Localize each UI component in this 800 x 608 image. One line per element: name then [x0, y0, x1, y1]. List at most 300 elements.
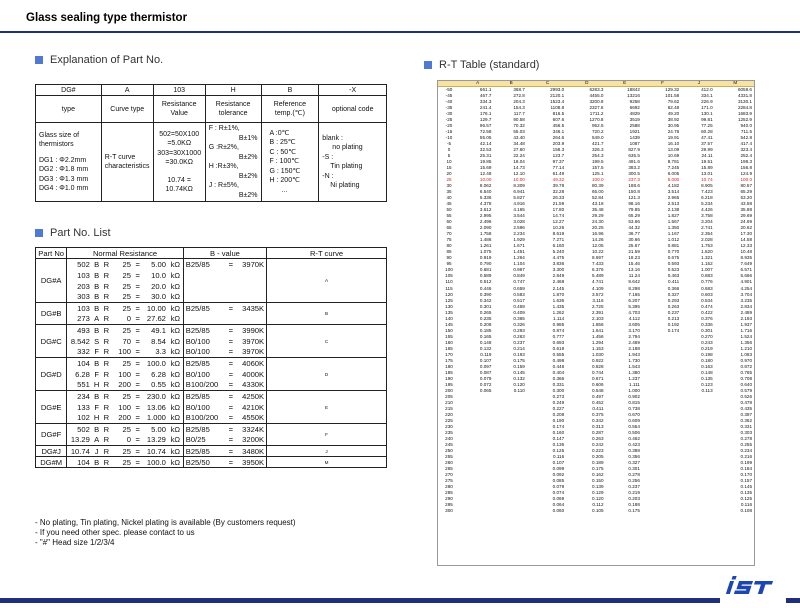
b-value: 4000K: [236, 369, 267, 380]
reference-temp: 100: [118, 347, 131, 357]
part-number-list-table: [35, 247, 387, 468]
rt-value-cell: 0.331: [740, 423, 752, 429]
rt-value-cell: 80.39: [592, 183, 604, 189]
part-code: 8.542: [67, 336, 92, 347]
rt-value-cell: 125.1: [592, 171, 604, 177]
rt-value-cell: 4.916: [513, 201, 525, 207]
rt-value-cell: 0.216: [740, 453, 752, 459]
rt-value-cell: 0.123: [701, 381, 713, 387]
rt-value-cell: 10.22: [592, 249, 604, 255]
rt-value-cell: 3.836: [552, 261, 565, 267]
rt-value-cell: 0.293: [513, 327, 525, 333]
equals-sign: =: [135, 292, 140, 302]
table-row: [36, 358, 387, 369]
rt-value-cell: 0.145: [740, 484, 752, 490]
rt-value-cell: 0.579: [740, 387, 752, 393]
part-code: 551: [67, 380, 92, 391]
rt-value-cell: 0.263: [513, 333, 525, 339]
rt-value-cell: 0.922: [592, 357, 604, 363]
rt-value-cell: 2.965: [667, 195, 680, 201]
resistance-symbol: R: [103, 347, 110, 357]
b-value: 3970K: [236, 336, 267, 347]
rt-value-cell: 1.000: [628, 387, 640, 393]
reference-temp: 25: [115, 325, 133, 336]
rt-temp-cell: 120: [445, 291, 453, 297]
rt-value-cell: 0.160: [552, 429, 565, 435]
rt-value-cell: 4.165: [513, 207, 525, 213]
rt-value-cell: 20.62: [740, 225, 752, 231]
rt-row: [437, 292, 755, 298]
type-values: [36, 123, 102, 202]
rt-value-cell: 0.136: [552, 441, 565, 447]
rt-row: [437, 346, 755, 352]
tolerance-code: B: [92, 259, 102, 270]
tolerance-code: H: [93, 413, 100, 423]
b-value-name: B25/85: [183, 391, 226, 402]
equals-sign: [226, 281, 236, 292]
reference-temp: 100: [118, 369, 131, 379]
tolerance-code: J: [92, 446, 102, 457]
table-row: [36, 259, 387, 270]
part-code: 13.29: [67, 435, 92, 446]
rt-value-cell: 0.270: [701, 333, 713, 339]
rt-value-cell: 0.683: [701, 285, 713, 291]
rt-temp-cell: 95: [446, 261, 452, 267]
rt-value-cell: 0.336: [701, 321, 713, 327]
rt-value-cell: 18.04: [513, 159, 525, 165]
rt-value-cell: 0.693: [552, 339, 565, 345]
rt-value-cell: 19.85: [479, 159, 492, 165]
reference-temp: 25: [115, 303, 133, 314]
rt-value-cell: 0.555: [552, 351, 565, 357]
rt-value-cell: 1.012: [667, 237, 680, 243]
rt-value-cell: 326.3: [592, 147, 604, 153]
equals-sign: =: [135, 270, 140, 280]
b-value-name: B0/100: [185, 369, 210, 379]
resistance-symbol: R: [103, 402, 110, 412]
equals-sign: =: [226, 446, 236, 457]
rt-temp-cell: -20: [445, 123, 453, 129]
description-cell: type: [36, 96, 102, 123]
b-value-name: B25/50: [183, 457, 226, 468]
rt-value-cell: 13.01: [701, 171, 713, 177]
rt-value-cell: 720.2: [592, 129, 604, 135]
rt-value-cell: 1.827: [667, 213, 680, 219]
resistance-unit: kΩ: [168, 446, 183, 457]
rt-value-cell: 30.66: [628, 237, 640, 243]
tolerance-code: B: [94, 292, 100, 302]
rt-value-cell: 1.237: [628, 375, 640, 381]
rt-value-cell: 6283.3: [589, 87, 604, 92]
rt-value-cell: 0.919: [479, 255, 492, 261]
resistance-value: 13.06: [146, 402, 166, 412]
rt-value-cell: 130.1: [701, 111, 713, 117]
rt-value-cell: 0.256: [628, 478, 640, 483]
rt-value-cell: 5.489: [592, 273, 604, 279]
rt-row: [437, 370, 755, 376]
rt-temp-cell: 300: [445, 508, 453, 514]
rt-header-cell: D: [567, 80, 606, 87]
rt-value-cell: 0.506: [628, 429, 640, 435]
rt-value-cell: 96.57: [479, 123, 492, 129]
table-row: [36, 457, 387, 468]
rt-value-cell: 711.5: [740, 129, 752, 135]
rt-temp-cell: 100: [445, 267, 453, 273]
tolerance-b: B±2%: [238, 191, 258, 199]
rt-value-cell: 0.708: [740, 375, 752, 381]
rt-temp-cell: 175: [445, 357, 453, 363]
rt-temp-cell: 165: [445, 345, 453, 351]
rt-value-cell: 150.8: [628, 189, 640, 195]
rt-value-cell: 0.135: [701, 375, 713, 381]
equals-sign: =: [228, 402, 233, 412]
table-row: [36, 391, 387, 402]
header-part-no: Part No: [36, 248, 67, 259]
rt-temp-cell: -35: [445, 105, 453, 111]
rt-value-cell: 0.060: [552, 508, 565, 514]
rt-value-cell: 90.58: [513, 117, 525, 123]
b-value-name: B100/200: [185, 380, 219, 390]
rt-value-cell: 952.5: [592, 123, 604, 129]
rt-value-cell: 0.072: [479, 381, 492, 387]
resistance-symbol: R: [102, 259, 112, 270]
optional-line: -N :: [322, 172, 334, 180]
rt-value-cell: 1711.2: [589, 111, 604, 117]
resistance-symbol: R: [103, 435, 110, 445]
resistance-symbol: R: [102, 446, 112, 457]
rt-value-cell: 158.3: [552, 147, 565, 153]
resistance-symbol: R: [103, 369, 110, 379]
rt-value-cell: 1.210: [740, 345, 752, 351]
part-group-name: DG#D: [36, 358, 67, 391]
rt-value-cell: 1.152: [701, 261, 713, 267]
rt-temp-cell: 230: [445, 423, 453, 429]
rt-value-cell: 10.74: [701, 177, 713, 183]
rt-value-cell: 491.6: [628, 159, 640, 165]
rt-row: [437, 322, 755, 328]
rt-value-cell: 264.6: [552, 135, 565, 141]
equals-sign: [226, 270, 236, 281]
rt-value-cell: 0.074: [552, 490, 565, 496]
rt-value-cell: 1.929: [513, 237, 525, 243]
rt-value-cell: 55.03: [513, 129, 525, 135]
rt-value-cell: 0.404: [552, 369, 565, 375]
rt-temp-cell: 155: [445, 333, 453, 339]
rt-value-cell: 32.28: [552, 189, 565, 195]
rt-value-cell: 13.09: [667, 147, 680, 153]
rt-value-cell: 0.446: [479, 285, 492, 291]
rt-value-cell: 412.0: [701, 87, 713, 92]
rt-value-cell: 65.29: [740, 189, 752, 195]
tolerance-code: A: [94, 435, 100, 445]
rt-value-cell: 29.99: [701, 147, 713, 153]
rt-value-cell: 4.703: [628, 309, 640, 315]
resistance-value: 10.00: [143, 303, 168, 314]
rt-value-cell: 176.1: [479, 111, 492, 117]
equals-sign: =: [135, 369, 140, 379]
optional-line: Tin plating: [330, 163, 363, 170]
resistance-symbol: R: [103, 380, 110, 390]
reference-temp: 25: [115, 391, 133, 402]
rt-value-cell: 0.148: [701, 369, 713, 375]
rt-value-cell: 0.462: [628, 435, 640, 441]
resistance-value: 30.0: [151, 292, 166, 302]
rt-value-cell: 0.193: [513, 351, 525, 357]
rt-value-cell: 0.132: [513, 375, 525, 381]
reference-temp: 25: [115, 457, 133, 468]
description-cell: optional code: [319, 96, 387, 123]
description-cell: Reference temp.(℃): [261, 96, 319, 123]
rt-value-cell: 0.065: [479, 387, 492, 393]
reference-line: F : 100℃: [269, 158, 300, 166]
rt-value-cell: 0.517: [513, 297, 525, 303]
resistance-value: 49.1: [143, 325, 168, 336]
part-code: 203: [67, 281, 92, 292]
rt-value-cell: 2284.8: [737, 105, 752, 111]
equals-sign: =: [133, 358, 143, 369]
resistance-value: 10.0: [151, 270, 166, 280]
rt-value-cell: 1.753: [701, 243, 713, 249]
rt-value-cell: 0.815: [628, 399, 640, 405]
rt-value-cell: 607.6: [552, 117, 565, 123]
rt-value-cell: 0.105: [592, 508, 604, 514]
equals-sign: =: [135, 380, 140, 390]
rt-value-cell: 1.856: [592, 321, 604, 327]
rt-value-cell: 0.738: [628, 405, 640, 411]
code-cell: 103: [153, 85, 205, 96]
tolerance-line: G :R±2%,: [208, 144, 239, 151]
rt-value-cell: 7.165: [628, 291, 640, 297]
rt-value-cell: 0.498: [552, 357, 565, 363]
rt-value-cell: 6.207: [628, 297, 640, 303]
rt-value-cell: 0.213: [667, 315, 680, 321]
rt-value-cell: [494, 508, 527, 514]
rt-value-cell: 0.097: [479, 363, 492, 369]
rt-value-cell: 0.116: [553, 453, 565, 459]
optional-values: [319, 123, 387, 202]
rt-row: [437, 279, 755, 285]
tolerance-b: B±2%: [238, 153, 258, 161]
rt-value-cell: 1270.8: [589, 117, 604, 123]
rt-temp-cell: 295: [445, 502, 453, 508]
rt-value-cell: 3519: [629, 117, 640, 123]
rt-value-cell: 8.619: [552, 231, 565, 237]
rt-value-cell: 19.51: [701, 159, 713, 165]
part-group-name: DG#C: [36, 325, 67, 358]
resistance-value: 230.0: [143, 391, 168, 402]
rt-value-cell: 5.336: [479, 195, 492, 201]
rt-value-cell: 252.4: [740, 153, 752, 159]
rt-value-cell: 0.219: [628, 490, 640, 496]
optional-line: -S :: [322, 153, 334, 161]
rt-row: [437, 334, 755, 340]
rt-value-cell: 22.24: [513, 153, 525, 159]
rt-value-cell: 1.641: [592, 327, 604, 333]
rt-row: [437, 382, 755, 388]
rt-value-cell: 0.675: [667, 255, 680, 261]
equals-sign: =: [226, 325, 236, 336]
rt-value-cell: 12.27: [552, 219, 565, 225]
section-title: R-T Table (standard): [439, 59, 540, 71]
rt-value-cell: 7.423: [701, 189, 713, 195]
rt-value-cell: 0.198: [701, 351, 713, 357]
rt-value-cell: 80.57: [740, 183, 752, 189]
rt-temp-cell: 40: [446, 195, 452, 201]
rt-temp-cell: 170: [445, 351, 453, 357]
rt-value-cell: 43.58: [740, 201, 752, 207]
code-cell: H: [205, 85, 261, 96]
rt-temp-cell: 210: [445, 399, 453, 405]
rt-value-cell: 0.744: [592, 369, 604, 375]
rt-value-cell: 4.254: [740, 285, 752, 291]
rt-header-cell: F: [643, 80, 682, 87]
rt-value-cell: 0.159: [513, 363, 525, 369]
rt-value-cell: 43.40: [513, 135, 525, 141]
rt-temp-cell: 265: [445, 465, 453, 471]
rt-temp-cell: 200: [445, 387, 453, 393]
rt-value-cell: 1.567: [667, 219, 680, 225]
rt-temp-cell: 250: [445, 447, 453, 453]
rt-value-cell: 0.967: [513, 267, 525, 273]
rt-value-cell: 0.902: [628, 393, 640, 399]
resistance-value: 5.00: [143, 424, 168, 435]
rt-value-cell: 10.69: [667, 153, 680, 159]
rt-header-cell: E: [607, 80, 643, 87]
rt-value-cell: 27.60: [513, 147, 525, 153]
equals-sign: =: [133, 391, 143, 402]
rt-value-cell: 52.84: [592, 195, 604, 201]
rt-value-cell: 14.26: [592, 237, 604, 243]
rt-temp-cell: 85: [446, 249, 452, 255]
rt-value-cell: 3.605: [628, 321, 640, 327]
rt-temp-cell: -10: [445, 135, 453, 141]
rt-value-cell: 121.3: [628, 195, 640, 201]
rt-value-cell: 77.14: [552, 165, 565, 171]
rt-value-cell: 9.642: [628, 279, 640, 285]
rt-value-cell: 42.14: [479, 141, 492, 147]
section-marker-icon: [424, 61, 432, 69]
equals-sign: =: [135, 336, 140, 346]
part-code: 6.28: [67, 369, 92, 380]
rt-value-cell: 816.5: [552, 111, 565, 117]
rt-value-cell: 0.219: [701, 345, 713, 351]
rt-value-cell: 0.205: [592, 453, 604, 459]
rt-value-cell: 0.452: [592, 399, 604, 405]
equals-sign: =: [135, 413, 140, 423]
b-value-name: [183, 270, 226, 281]
rt-temp-cell: 235: [445, 429, 453, 435]
resistance-value: 27.62: [146, 314, 166, 324]
b-value-name: B25/85: [183, 325, 226, 336]
rt-value-cell: 2.496: [479, 219, 492, 225]
rt-value-cell: 0.175: [513, 357, 525, 363]
rt-value-cell: 171.0: [701, 105, 713, 111]
rt-value-cell: 1.114: [553, 315, 565, 321]
rt-value-cell: 15.69: [479, 165, 492, 171]
rt-value-cell: 49.20: [667, 111, 680, 117]
rt-value-cell: 0.223: [592, 447, 604, 453]
rt-value-cell: 18.23: [628, 255, 640, 261]
rt-value-cell: 13216: [627, 93, 640, 98]
equals-sign: [226, 314, 236, 325]
reference-line: ...: [281, 186, 288, 194]
code-cell: -X: [319, 85, 387, 96]
rt-value-cell: 129.7: [479, 117, 492, 123]
rt-value-cell: 0.326: [513, 321, 525, 327]
rt-value-cell: 203.9: [552, 141, 565, 147]
rt-value-cell: 198.3: [740, 159, 752, 165]
part-code: 234: [67, 391, 92, 402]
rt-value-cell: 0.603: [701, 291, 713, 297]
rt-value-cell: 0.188: [628, 502, 640, 508]
rt-value-cell: 0.237: [667, 309, 680, 315]
rt-value-cell: 4.741: [592, 279, 604, 285]
tolerance-code: S: [94, 336, 100, 346]
tolerance-code: B: [92, 424, 102, 435]
rt-value-cell: 4829: [629, 111, 640, 117]
rt-value-cell: 6692: [629, 105, 640, 111]
rt-value-cell: 26.33: [552, 195, 565, 201]
rt-value-cell: 2.193: [740, 315, 752, 321]
rt-value-cell: 8.062: [479, 183, 492, 189]
rt-value-cell: 0.411: [668, 279, 680, 285]
resistance-value: 6.28: [151, 369, 166, 379]
rt-value-cell: 0.785: [740, 369, 752, 375]
rt-temp-cell: 260: [445, 459, 453, 465]
rt-value-cell: 0.874: [552, 327, 565, 333]
rt-value-cell: 1.543: [628, 363, 640, 369]
rt-value-cell: 0.208: [552, 411, 565, 417]
rt-value-cell: 0.376: [701, 315, 713, 321]
rt-value-cell: 241.4: [479, 105, 492, 111]
rt-value-cell: 0.107: [479, 357, 492, 363]
rt-value-cell: 6.218: [701, 195, 713, 201]
equals-sign: =: [226, 358, 236, 369]
rt-value-cell: 0.214: [513, 345, 525, 351]
part-group-name: DG#M: [36, 457, 67, 468]
rt-value-cell: 4.112: [628, 315, 640, 321]
equals-sign: =: [226, 259, 236, 270]
resistance-unit: kΩ: [168, 380, 183, 391]
rt-value-cell: 1.321: [701, 255, 713, 261]
resistance-symbol: R: [103, 336, 110, 346]
rt-value-cell: 35.48: [592, 207, 604, 213]
rt-value-cell: 1.636: [552, 297, 565, 303]
rt-value-cell: 2.995: [479, 213, 492, 219]
rt-value-cell: 4.901: [740, 279, 752, 285]
rt-value-cell: 0.273: [552, 393, 565, 399]
resistance-symbol: R: [102, 303, 112, 314]
rt-value-cell: 1.294: [592, 339, 604, 345]
equals-sign: =: [226, 303, 236, 314]
rt-temp-cell: 80: [446, 243, 452, 249]
rt-value-cell: 3.235: [740, 297, 752, 303]
rt-value-cell: 8.697: [592, 255, 604, 261]
resistance-symbol: R: [102, 457, 112, 468]
rt-row: [437, 316, 755, 322]
resistance-line: =5.0KΩ: [167, 140, 192, 147]
reference-temp: 100: [118, 402, 131, 412]
rt-value-cell: 0.192: [667, 321, 680, 327]
rt-body: [437, 87, 755, 515]
rt-value-cell: 2.354: [701, 231, 713, 237]
tolerance-code: B: [92, 391, 102, 402]
rt-value-cell: 24.11: [701, 153, 713, 159]
note-line: - No plating, Tin plating, Nickel plating is available (By customers request): [35, 518, 296, 527]
equals-sign: =: [133, 446, 143, 457]
reference-temp: 70: [122, 336, 131, 346]
resistance-unit: kΩ: [168, 292, 183, 303]
